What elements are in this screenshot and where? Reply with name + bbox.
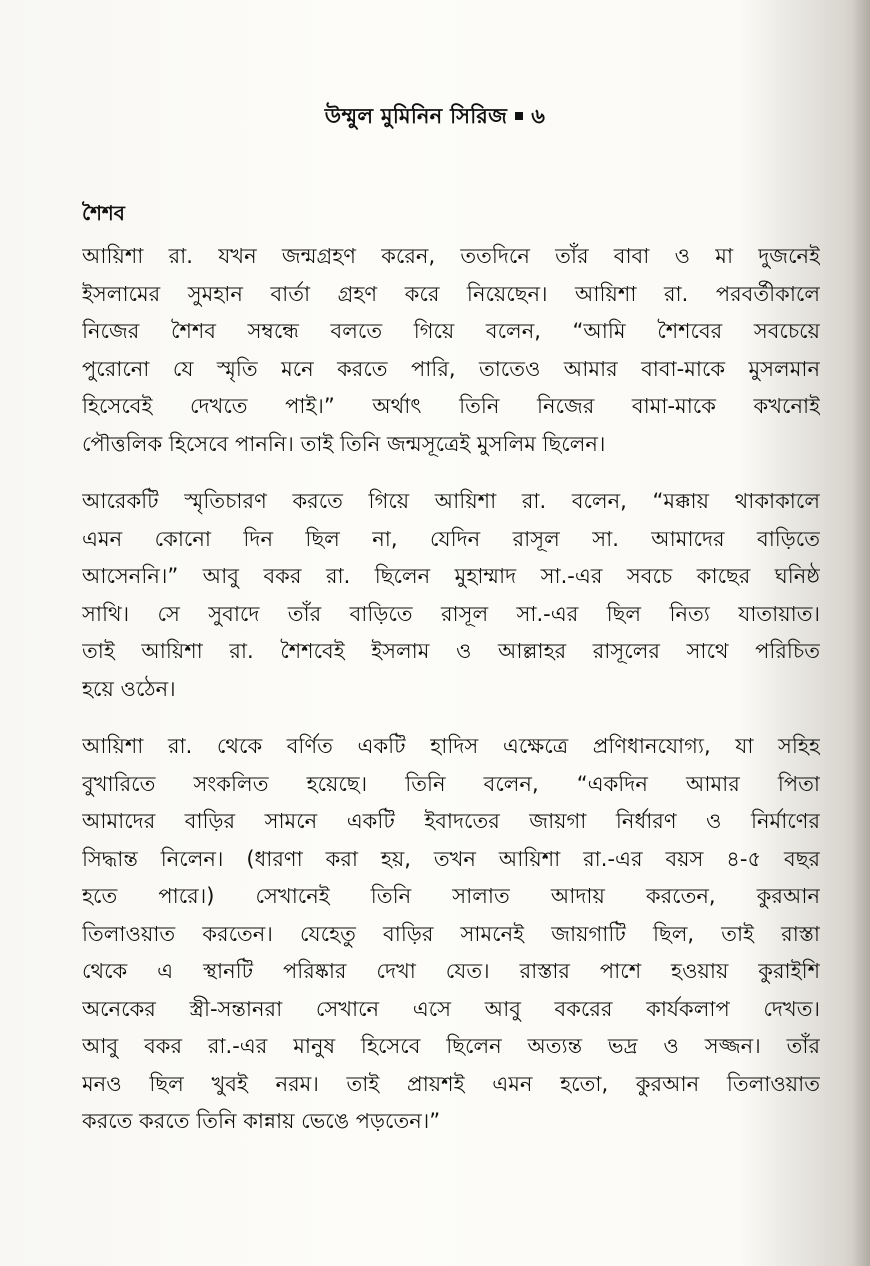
paragraph-1 [82, 238, 820, 463]
running-header [0, 100, 870, 135]
text-line: তাই আয়িশা রা. শৈশবেই ইসলাম ও আল্লাহর রাসূলের সাথে পরিচিত [82, 639, 820, 663]
text-line: আমাদের বাড়ির সামনে একটি ইবাদতের জায়গা নির্ধারণ ও নির্মাণের [82, 809, 820, 833]
text-line: আয়িশা রা. থেকে বর্ণিত একটি হাদিস এক্ষেত্রে প্রণিধানযোগ্য, যা সহিহ [82, 734, 820, 758]
text-line: হতে পারে।) সেখানেই তিনি সালাত আদায় করতেন, কুরআন [82, 884, 820, 908]
paragraph-2 [82, 483, 820, 708]
text-line: আরেকটি স্মৃতিচারণ করতে গিয়ে আয়িশা রা. বলেন, “মক্কায় থাকাকালে [82, 489, 820, 513]
text-line: এমন কোনো দিন ছিল না, যেদিন রাসূল সা. আমাদের বাড়িতে [82, 526, 820, 551]
paragraph-3 [82, 728, 820, 1141]
text-line: থেকে এ স্থানটি পরিষ্কার দেখা যেত। রাস্তার পাশে হওয়ায় কুরাইশি [82, 959, 820, 983]
text-line: অনেকের স্ত্রী-সন্তানরা সেখানে এসে আবু বকরের কার্যকলাপ দেখত। [82, 996, 820, 1021]
separator-square-icon [515, 112, 523, 120]
text-line: হিসেবেই দেখতে পাই।” অর্থাৎ তিনি নিজের বামা-মাকে কখনোই [82, 394, 820, 418]
text-line: ইসলামের সুমহান বার্তা গ্রহণ করে নিয়েছেন। আয়িশা রা. পরবর্তীকালে [82, 281, 820, 306]
text-line: পৌত্তলিক হিসেবে পাননি। তাই তিনি জন্মসূত্রেই মুসলিম ছিলেন। [82, 431, 606, 456]
text-line: নিজের শৈশব সম্বন্ধে বলতে গিয়ে বলেন, “আমি শৈশবের সবচেয়ে [82, 319, 820, 343]
section-heading: শৈশব [82, 201, 125, 225]
text-line: সাথি। সে সুবাদে তাঁর বাড়িতে রাসূল সা.-এর ছিল নিত্য যাতায়াত। [82, 601, 820, 626]
text-line: তিলাওয়াত করতেন। যেহেতু বাড়ির সামনেই জায়গাটি ছিল, তাই রাস্তা [82, 921, 820, 946]
text-line: হয়ে ওঠেন। [82, 676, 176, 701]
page-spine-shadow [852, 0, 870, 1266]
text-line: আয়িশা রা. যখন জন্মগ্রহণ করেন, ততদিনে তাঁর বাবা ও মা দুজনেই [82, 244, 820, 268]
text-line: পুরোনো যে স্মৃতি মনে করতে পারি, তাতেও আমার বাবা-মাকে মুসলমান [82, 356, 820, 381]
text-line: বুখারিতে সংকলিত হয়েছে। তিনি বলেন, “একদিন আমার পিতা [82, 771, 820, 796]
text-line: আবু বকর রা.-এর মানুষ হিসেবে ছিলেন অত্যন্ত ভদ্র ও সজ্জন। তাঁর [82, 1034, 820, 1058]
text-line: করতে করতে তিনি কান্নায় ভেঙে পড়তেন।” [82, 1109, 441, 1133]
page-number: ৬ [531, 104, 546, 128]
page-content [82, 196, 820, 1161]
text-line: সিদ্ধান্ত নিলেন। (ধারণা করা হয়, তখন আয়িশা রা.-এর বয়স ৪-৫ বছর [82, 846, 820, 871]
series-title: উম্মুল মুমিনিন সিরিজ [324, 104, 508, 128]
text-line: আসেননি।” আবু বকর রা. ছিলেন মুহাম্মাদ সা.-এর সবচে কাছের ঘনিষ্ঠ [82, 564, 820, 588]
text-line: মনও ছিল খুবই নরম। তাই প্রায়শই এমন হতো, কুরআন তিলাওয়াত [82, 1071, 820, 1096]
